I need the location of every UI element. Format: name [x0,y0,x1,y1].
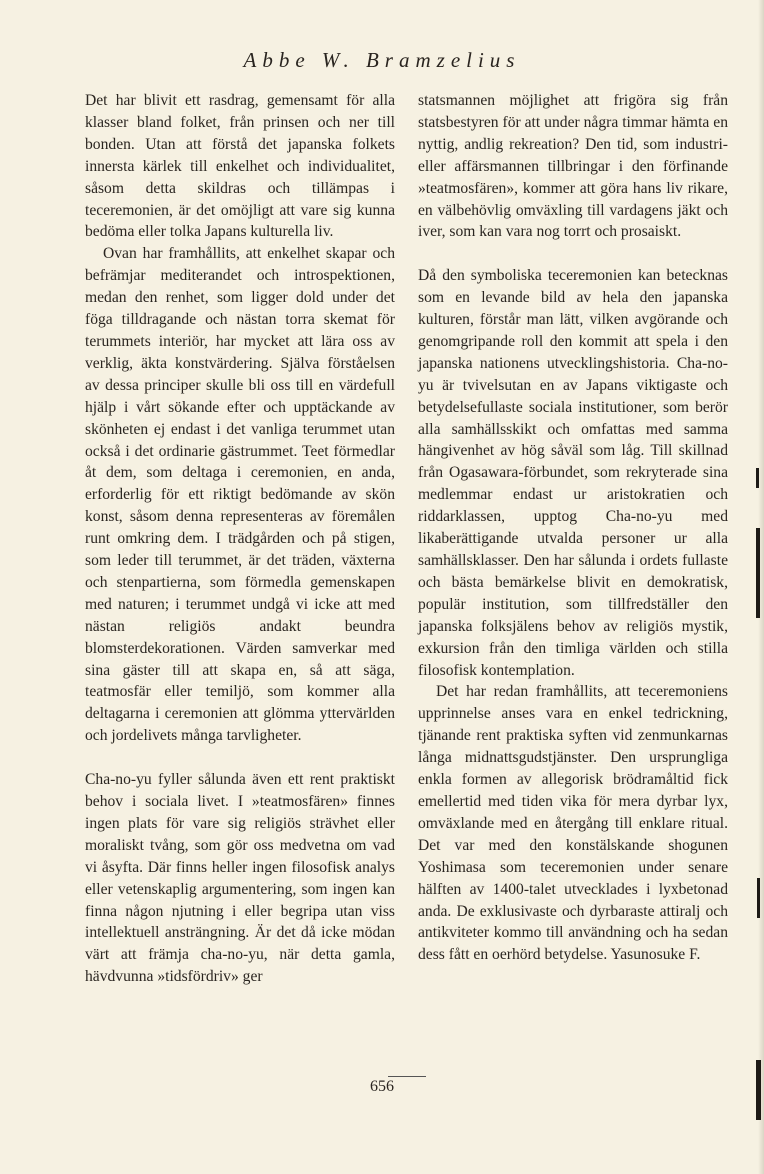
running-header: Abbe W. Bramzelius [243,48,521,72]
margin-mark [756,468,759,488]
left-column [85,90,395,988]
margin-mark [756,1060,761,1120]
paragraph: Det har redan framhållits, att teceremoniens upprinnelse anses vara en enkel tedrickning, tjänande rent praktiska syften vid zenmunkarnas långa midnattsgudstjänster. Den ursprungliga enkla formen av allegorisk brödramåltid fick emellertid med tiden vika för mera dyrbar lyx, omväxlande med en återgång till enklare ritual. Det var med den konstälskande shogunen Yoshimasa som teceremonien under senare hälften av 1400-talet utvecklades i lyxbetonad anda. De exklusivaste och dyrbaraste attiralj och antikviteter kommo till användning och ha sedan dess fått en oerhörd betydelse. Yasunosuke F. [418,683,728,964]
paragraph: Ovan har framhållits, att enkelhet skapar och befrämjar mediterandet och introspektionen, medan den renhet, som ligger dold under det föga tilldragande och nästan torra skemat för terummets interiör, har mycket att lära oss av verklig, äkta konstvärdering. Själva förståelsen av dessa principer skulle bli oss till en värdefull hjälp i vårt sökande efter och upptäckande av skönheten ej endast i det vanliga terummet utan också i det ordinarie gästrummet. Teet förmedlar åt dem, som deltaga i ceremonien, en anda, erforderlig för ett riktigt bedömande av skön konst, såsom denna representeras av föremålen runt omkring dem. I trädgården och på stigen, som leder till terummet, är det träden, växterna och stenpartierna, som förmedla gemenskapen med naturen; i terummet undgå vi icke att med nästan religiös andakt beundra blomsterdekorationen. Värden samverkar med sina gäster till att skapa en, så att säga, teatmosfär eller temiljö, som kommer alla deltagarna i ceremonien att glömma yttervärlden och jordelivets många tarvligheter. [85,245,395,745]
page-number-rule [388,1076,426,1077]
paragraph: statsmannen möjlighet att frigöra sig från statsbestyren för att under några timmar hämta en nyttig, andlig rekreation? Den tid, som industri- eller affärsmannen tillbringar i den förfinande »teatmosfären», kommer att göra hans liv rikare, en välbehövlig omväxling till vardagens jäkt och iver, som kan vara nog torrt och prosaiskt. [418,92,728,241]
paragraph: Det har blivit ett rasdrag, gemensamt för alla klasser bland folket, från prinsen och ner till bonden. Utan att förstå det japanska folkets innersta kärlek till enkelhet och individualitet, såsom detta skildras och tillämpas i teceremonien, är det omöjligt att vare sig kunna bedöma eller tolka Japans kulturella liv. [85,92,395,241]
paragraph: Cha-no-yu fyller sålunda även ett rent praktiskt behov i sociala livet. I »teatmosfären» finnes ingen plats för vare sig religiös strävhet eller moraliskt tvång, som gör oss medvetna om vad vi åsyfta. Där finns heller ingen filosofisk analys eller vetenskaplig argumentering, som ingen kan finna någon njutning i eller begripa utan viss intellektuell ansträngning. Är det då icke mödan värt att främja cha-no-yu, när detta gamla, hävdvunna »tidsfördriv» ger [85,771,395,986]
page-number: 656 [370,1078,394,1095]
margin-mark [756,528,760,618]
right-column [418,90,728,966]
paragraph: Då den symboliska teceremonien kan betecknas som en levande bild av hela den japanska kulturen, förstår man lätt, vilken avgörande och genomgripande roll den kommit att spela i den japanska nationens utvecklingshistoria. Cha-no-yu är tvivelsutan en av Japans viktigaste och betydelsefullaste sociala institutioner, som berör alla samhällsskikt och omfattas med samma hängivenhet av hög såväl som låg. Till skillnad från Ogasawara-förbundet, som rekryterade sina medlemmar endast ur aristokratien och riddarklassen, upptog Cha-no-yu med likaberättigande utvalda personer ur alla samhällsklasser. Den har sålunda i ordets fullaste och bästa bemärkelse blivit en demokratisk, populär institution, som tillfredställer den japanska folksjälens behov av religiös mystik, exkursion från den timliga världen och stilla filosofisk kontemplation. [418,267,728,679]
margin-mark [757,878,760,918]
